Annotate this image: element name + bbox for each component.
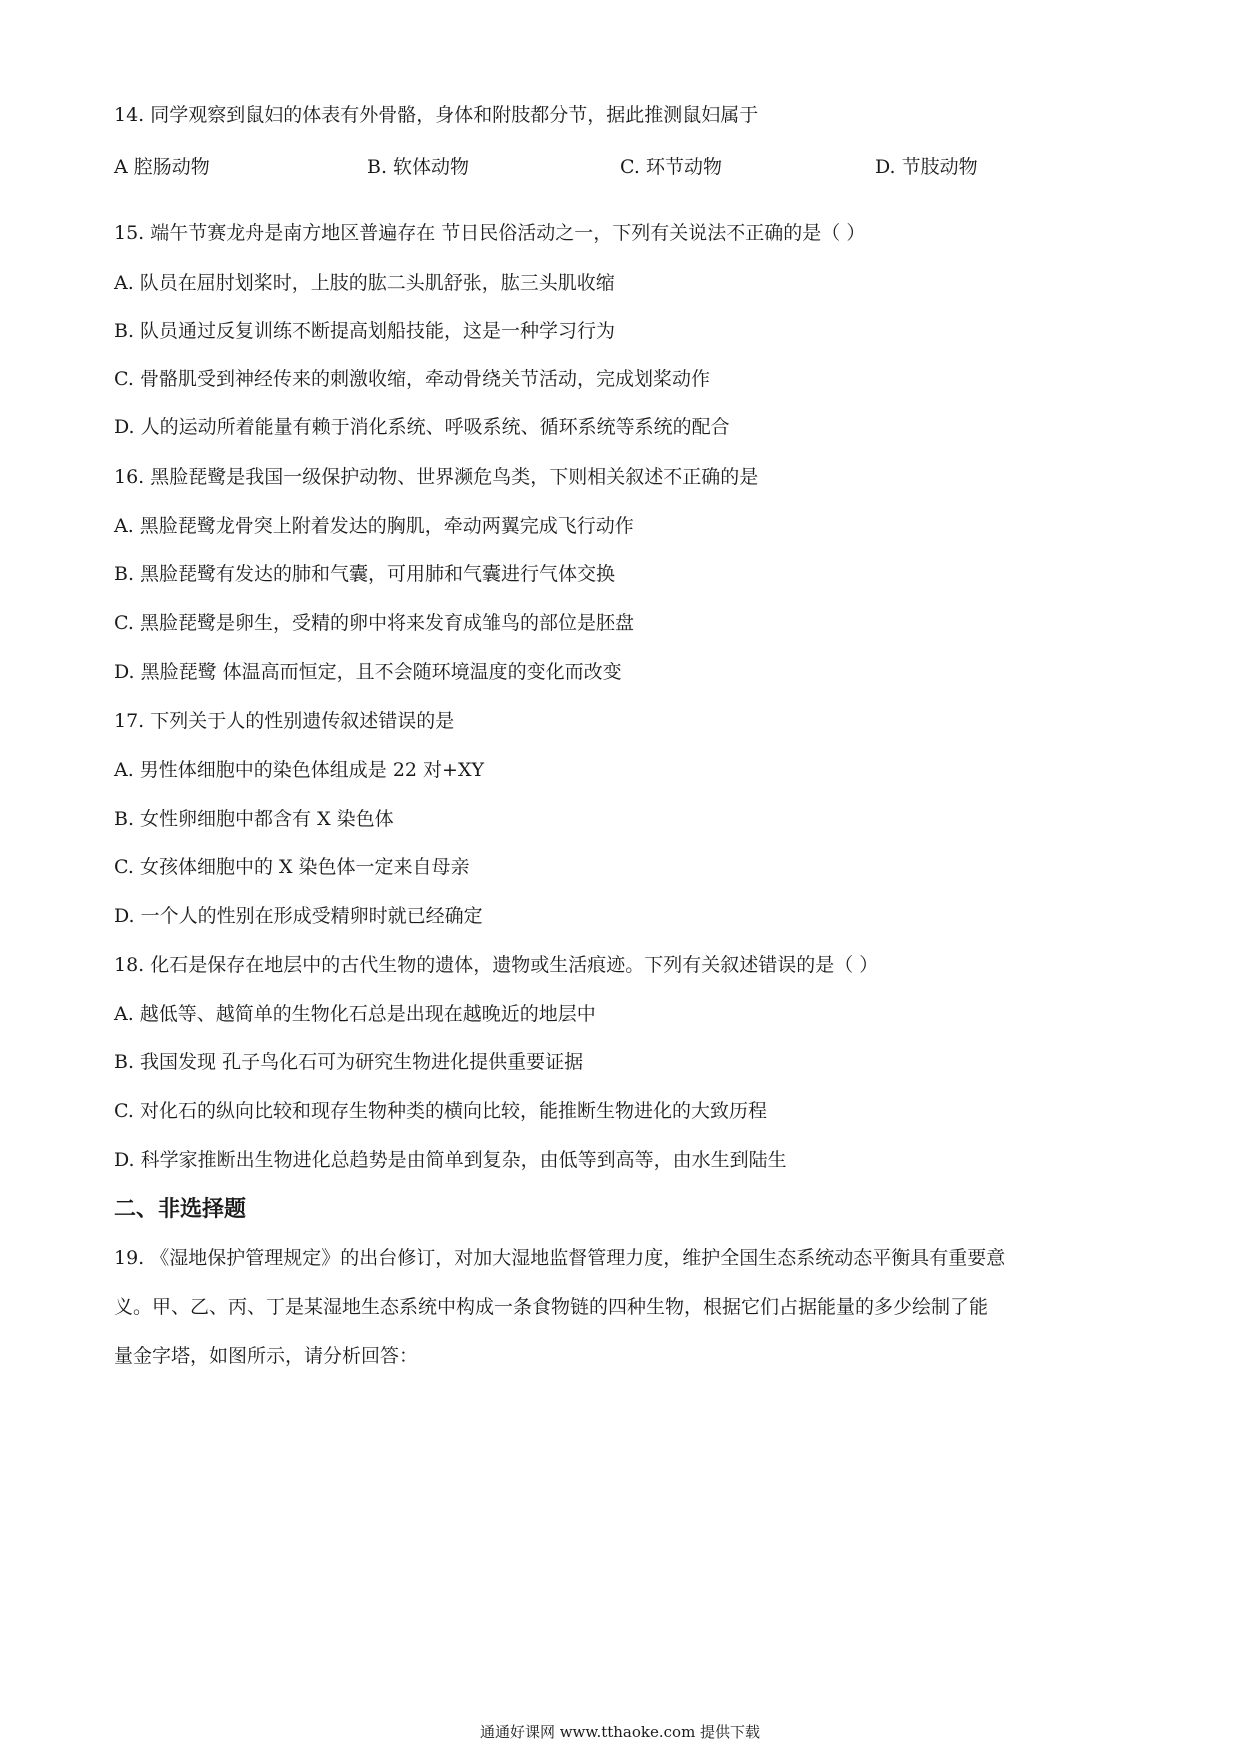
q14-option-d: D. 节肢动物 <box>875 156 978 178</box>
q18-option-b: B. 我国发现 孔子鸟化石可为研究生物进化提供重要证据 <box>114 1051 584 1073</box>
q15-stem: 15. 端午节赛龙舟是南方地区普遍存在 节日民俗活动之一，下列有关说法不正确的是（ ） <box>114 222 866 244</box>
q15-option-b: B. 队员通过反复训练不断提高划船技能，这是一种学习行为 <box>114 320 616 342</box>
q17-stem: 17. 下列关于人的性别遗传叙述错误的是 <box>114 710 455 732</box>
q16-option-a: A. 黑脸琵鹭龙骨突上附着发达的胸肌，牵动两翼完成飞行动作 <box>114 515 634 537</box>
q15-option-a: A. 队员在屈肘划桨时，上肢的肱二头肌舒张，肱三头肌收缩 <box>114 272 615 294</box>
q14-stem: 14. 同学观察到鼠妇的体表有外骨骼，身体和附肢都分节，据此推测鼠妇属于 <box>114 104 759 126</box>
q18-option-d: D. 科学家推断出生物进化总趋势是由简单到复杂，由低等到高等，由水生到陆生 <box>114 1149 787 1171</box>
q16-stem: 16. 黑脸琵鹭是我国一级保护动物、世界濒危鸟类，下则相关叙述不正确的是 <box>114 466 759 488</box>
q17-option-a: A. 男性体细胞中的染色体组成是 22 对+XY <box>114 759 485 781</box>
section-title-non-choice: 二、非选择题 <box>114 1197 247 1222</box>
q15-option-d: D. 人的运动所着能量有赖于消化系统、呼吸系统、循环系统等系统的配合 <box>114 416 730 438</box>
q16-option-b: B. 黑脸琵鹭有发达的肺和气囊，可用肺和气囊进行气体交换 <box>114 563 616 585</box>
q14-option-c: C. 环节动物 <box>620 156 722 178</box>
page-footer: 通通好课网 www.tthaoke.com 提供下载 <box>479 1723 761 1741</box>
q18-option-c: C. 对化石的纵向比较和现存生物种类的横向比较，能推断生物进化的大致历程 <box>114 1100 767 1122</box>
q17-option-c: C. 女孩体细胞中的 X 染色体一定来自母亲 <box>114 856 470 878</box>
q14-option-b: B. 软体动物 <box>367 156 470 178</box>
q17-option-d: D. 一个人的性别在形成受精卵时就已经确定 <box>114 905 483 927</box>
q15-option-c: C. 骨骼肌受到神经传来的刺激收缩，牵动骨绕关节活动，完成划桨动作 <box>114 368 710 390</box>
q18-stem: 18. 化石是保存在地层中的古代生物的遗体，遗物或生活痕迹。下列有关叙述错误的是（ ） <box>114 954 879 976</box>
q16-option-c: C. 黑脸琵鹭是卵生，受精的卵中将来发育成雏鸟的部位是胚盘 <box>114 612 634 634</box>
q14-options <box>114 154 1114 184</box>
q19-line-2: 义。甲、乙、丙、丁是某湿地生态系统中构成一条食物链的四种生物，根据它们占据能量的多少绘制了能 <box>114 1296 989 1318</box>
q19-line-1: 19. 《湿地保护管理规定》的出台修订，对加大湿地监督管理力度，维护全国生态系统动态平衡具有重要意 <box>114 1247 1006 1269</box>
q16-option-d: D. 黑脸琵鹭 体温高而恒定，且不会随环境温度的变化而改变 <box>114 661 622 683</box>
q19-line-3: 量金字塔，如图所示，请分析回答： <box>114 1345 419 1367</box>
q17-option-b: B. 女性卵细胞中都含有 X 染色体 <box>114 808 394 830</box>
q18-option-a: A. 越低等、越简单的生物化石总是出现在越晚近的地层中 <box>114 1003 596 1025</box>
q14-option-a: A 腔肠动物 <box>114 156 210 178</box>
